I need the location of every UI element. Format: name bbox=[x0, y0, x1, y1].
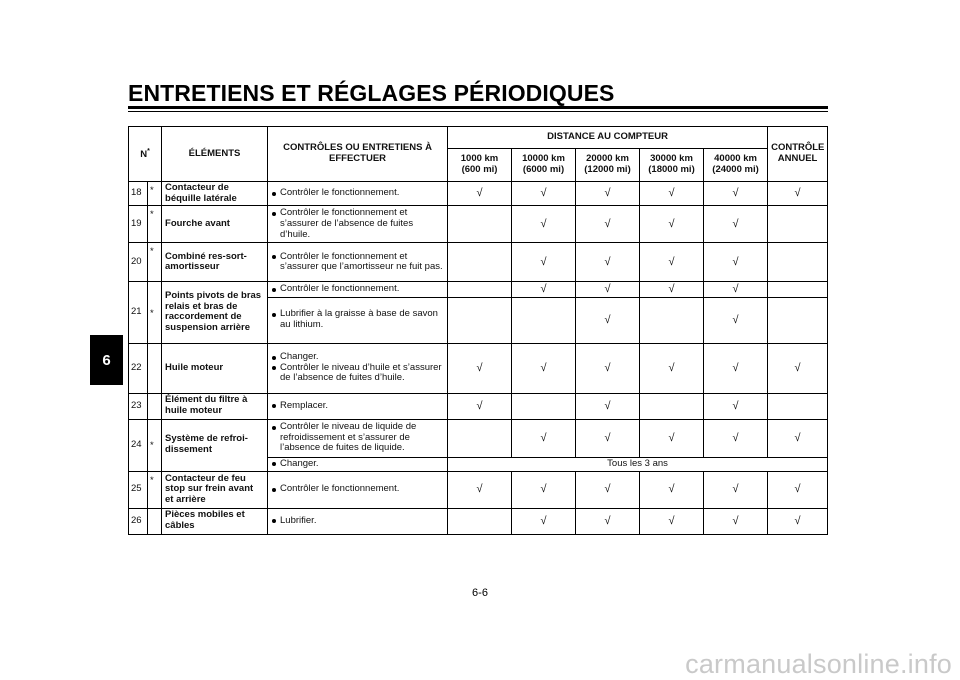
row-star: * bbox=[148, 419, 162, 471]
task-item: Lubrifier. bbox=[271, 516, 444, 527]
header-elements: ÉLÉMENTS bbox=[162, 127, 268, 182]
task-item: Remplacer. bbox=[271, 401, 444, 412]
check-cell: √ bbox=[576, 297, 640, 343]
title-rule bbox=[128, 106, 828, 109]
check-cell: √ bbox=[640, 182, 704, 206]
header-annual: CONTRÔLE ANNUEL bbox=[768, 127, 828, 182]
check-cell: √ bbox=[640, 471, 704, 508]
check-cell: √ bbox=[704, 282, 768, 297]
row-star bbox=[148, 508, 162, 534]
km-label: 10000 km bbox=[522, 153, 565, 165]
row-star bbox=[148, 393, 162, 419]
check-cell: √ bbox=[512, 243, 576, 282]
km-label: 20000 km bbox=[586, 153, 629, 165]
row-item: Points pivots de bras relais et bras de raccordement de suspension arrière bbox=[162, 282, 268, 343]
row-tasks bbox=[268, 297, 448, 343]
row-tasks bbox=[268, 393, 448, 419]
check-cell: √ bbox=[768, 508, 828, 534]
row-item: Contacteur de béquille latérale bbox=[162, 182, 268, 206]
task-item: Contrôler le niveau de liquide de refroidissement et s’assurer de l’absence de fuites de liquide. bbox=[271, 422, 444, 454]
mi-label: (6000 mi) bbox=[522, 164, 565, 175]
table-row bbox=[129, 393, 828, 419]
row-item: Combiné res-sort-amortisseur bbox=[162, 243, 268, 282]
check-cell bbox=[448, 282, 512, 297]
row-star: * bbox=[148, 471, 162, 508]
table-row bbox=[129, 343, 828, 393]
km-label: 40000 km bbox=[714, 153, 757, 165]
row-item: Élément du filtre à huile moteur bbox=[162, 393, 268, 419]
check-cell: √ bbox=[512, 508, 576, 534]
check-cell: √ bbox=[704, 343, 768, 393]
row-tasks bbox=[268, 206, 448, 243]
task-item: Contrôler le fonctionnement et s’assurer de l’absence de fuites d’huile. bbox=[271, 208, 444, 240]
check-cell: √ bbox=[704, 419, 768, 457]
check-cell: √ bbox=[640, 343, 704, 393]
check-cell bbox=[768, 393, 828, 419]
check-cell bbox=[768, 243, 828, 282]
check-cell: √ bbox=[448, 471, 512, 508]
row-number: 21 bbox=[129, 282, 148, 343]
row-tasks bbox=[268, 282, 448, 297]
check-cell bbox=[512, 393, 576, 419]
check-cell: √ bbox=[704, 243, 768, 282]
row-number: 19 bbox=[129, 206, 148, 243]
check-cell: √ bbox=[704, 297, 768, 343]
header-number-label: N bbox=[140, 148, 148, 160]
interval-note: Tous les 3 ans bbox=[448, 457, 828, 471]
row-tasks bbox=[268, 343, 448, 393]
check-cell: √ bbox=[704, 206, 768, 243]
mi-label: (18000 mi) bbox=[648, 164, 695, 175]
check-cell: √ bbox=[448, 393, 512, 419]
km-label: 1000 km bbox=[460, 153, 499, 165]
task-item: Changer. bbox=[271, 352, 444, 363]
watermark: carmanualsonline.info bbox=[685, 649, 952, 679]
row-number: 25 bbox=[129, 471, 148, 508]
row-number: 22 bbox=[129, 343, 148, 393]
row-item: Huile moteur bbox=[162, 343, 268, 393]
check-cell: √ bbox=[704, 471, 768, 508]
table-row bbox=[129, 182, 828, 206]
task-item: Contrôler le niveau d’huile et s’assurer de l’absence de fuites d’huile. bbox=[271, 363, 444, 384]
table-row bbox=[129, 206, 828, 243]
check-cell: √ bbox=[448, 182, 512, 206]
task-item: Contrôler le fonctionnement. bbox=[271, 284, 444, 295]
check-cell: √ bbox=[576, 343, 640, 393]
check-cell: √ bbox=[512, 206, 576, 243]
row-item: Système de refroi-dissement bbox=[162, 419, 268, 471]
row-tasks bbox=[268, 182, 448, 206]
header-number-mark: * bbox=[147, 147, 150, 155]
check-cell bbox=[448, 206, 512, 243]
page-title: ENTRETIENS ET RÉGLAGES PÉRIODIQUES bbox=[128, 80, 615, 106]
task-item: Contrôler le fonctionnement et s’assurer que l’amortisseur ne fuit pas. bbox=[271, 252, 444, 273]
mi-label: (24000 mi) bbox=[712, 164, 759, 175]
check-cell: √ bbox=[448, 343, 512, 393]
check-cell: √ bbox=[576, 282, 640, 297]
table-row bbox=[129, 419, 828, 457]
check-cell: √ bbox=[640, 282, 704, 297]
check-cell: √ bbox=[704, 182, 768, 206]
table-row bbox=[129, 243, 828, 282]
header-number bbox=[129, 127, 162, 182]
check-cell: √ bbox=[640, 206, 704, 243]
maintenance-table bbox=[128, 126, 828, 535]
check-cell: √ bbox=[704, 393, 768, 419]
row-star: * bbox=[148, 243, 162, 282]
mi-label: (12000 mi) bbox=[584, 164, 631, 175]
mi-label: (600 mi) bbox=[461, 164, 498, 175]
check-cell: √ bbox=[512, 343, 576, 393]
check-cell: √ bbox=[576, 182, 640, 206]
check-cell bbox=[640, 393, 704, 419]
header-distance-5 bbox=[704, 149, 768, 182]
row-number: 26 bbox=[129, 508, 148, 534]
row-item: Contacteur de feu stop sur frein avant et arrière bbox=[162, 471, 268, 508]
task-item: Contrôler le fonctionnement. bbox=[271, 188, 444, 199]
task-item: Lubrifier à la graisse à base de savon au lithium. bbox=[271, 309, 444, 330]
task-item: Contrôler le fonctionnement. bbox=[271, 484, 444, 495]
check-cell: √ bbox=[576, 471, 640, 508]
row-star bbox=[148, 343, 162, 393]
row-star: * bbox=[148, 182, 162, 206]
chapter-tab bbox=[90, 335, 123, 385]
row-number: 18 bbox=[129, 182, 148, 206]
check-cell: √ bbox=[576, 508, 640, 534]
check-cell bbox=[448, 419, 512, 457]
check-cell: √ bbox=[768, 182, 828, 206]
table-row bbox=[129, 282, 828, 297]
check-cell: √ bbox=[704, 508, 768, 534]
check-cell: √ bbox=[512, 182, 576, 206]
check-cell: √ bbox=[576, 393, 640, 419]
check-cell: √ bbox=[512, 282, 576, 297]
check-cell: √ bbox=[768, 343, 828, 393]
row-tasks bbox=[268, 419, 448, 457]
row-star: * bbox=[148, 282, 162, 343]
title-rule-thin bbox=[128, 111, 828, 112]
row-number: 23 bbox=[129, 393, 148, 419]
header-distance-2 bbox=[512, 149, 576, 182]
header-checks: CONTRÔLES OU ENTRETIENS À EFFECTUER bbox=[268, 127, 448, 182]
check-cell: √ bbox=[512, 471, 576, 508]
km-label: 30000 km bbox=[650, 153, 693, 165]
check-cell: √ bbox=[768, 419, 828, 457]
check-cell bbox=[640, 297, 704, 343]
check-cell bbox=[768, 282, 828, 297]
check-cell bbox=[448, 243, 512, 282]
header-distance-4 bbox=[640, 149, 704, 182]
check-cell: √ bbox=[640, 508, 704, 534]
row-tasks bbox=[268, 471, 448, 508]
task-item: Changer. bbox=[271, 459, 444, 470]
check-cell: √ bbox=[576, 206, 640, 243]
check-cell bbox=[768, 206, 828, 243]
header-distance-3 bbox=[576, 149, 640, 182]
header-distance-1 bbox=[448, 149, 512, 182]
check-cell: √ bbox=[512, 419, 576, 457]
check-cell bbox=[448, 508, 512, 534]
row-number: 24 bbox=[129, 419, 148, 471]
row-item: Fourche avant bbox=[162, 206, 268, 243]
row-tasks bbox=[268, 243, 448, 282]
row-item: Pièces mobiles et câbles bbox=[162, 508, 268, 534]
row-number: 20 bbox=[129, 243, 148, 282]
row-tasks bbox=[268, 457, 448, 471]
check-cell: √ bbox=[576, 419, 640, 457]
row-tasks bbox=[268, 508, 448, 534]
check-cell bbox=[512, 297, 576, 343]
table-row bbox=[129, 508, 828, 534]
chapter-number: 6 bbox=[102, 351, 111, 369]
check-cell bbox=[448, 297, 512, 343]
check-cell: √ bbox=[640, 243, 704, 282]
header-distance: DISTANCE AU COMPTEUR bbox=[448, 127, 768, 149]
table-row bbox=[129, 471, 828, 508]
check-cell: √ bbox=[576, 243, 640, 282]
check-cell bbox=[768, 297, 828, 343]
page-number: 6-6 bbox=[472, 587, 488, 599]
check-cell: √ bbox=[768, 471, 828, 508]
row-star: * bbox=[148, 206, 162, 243]
check-cell: √ bbox=[640, 419, 704, 457]
